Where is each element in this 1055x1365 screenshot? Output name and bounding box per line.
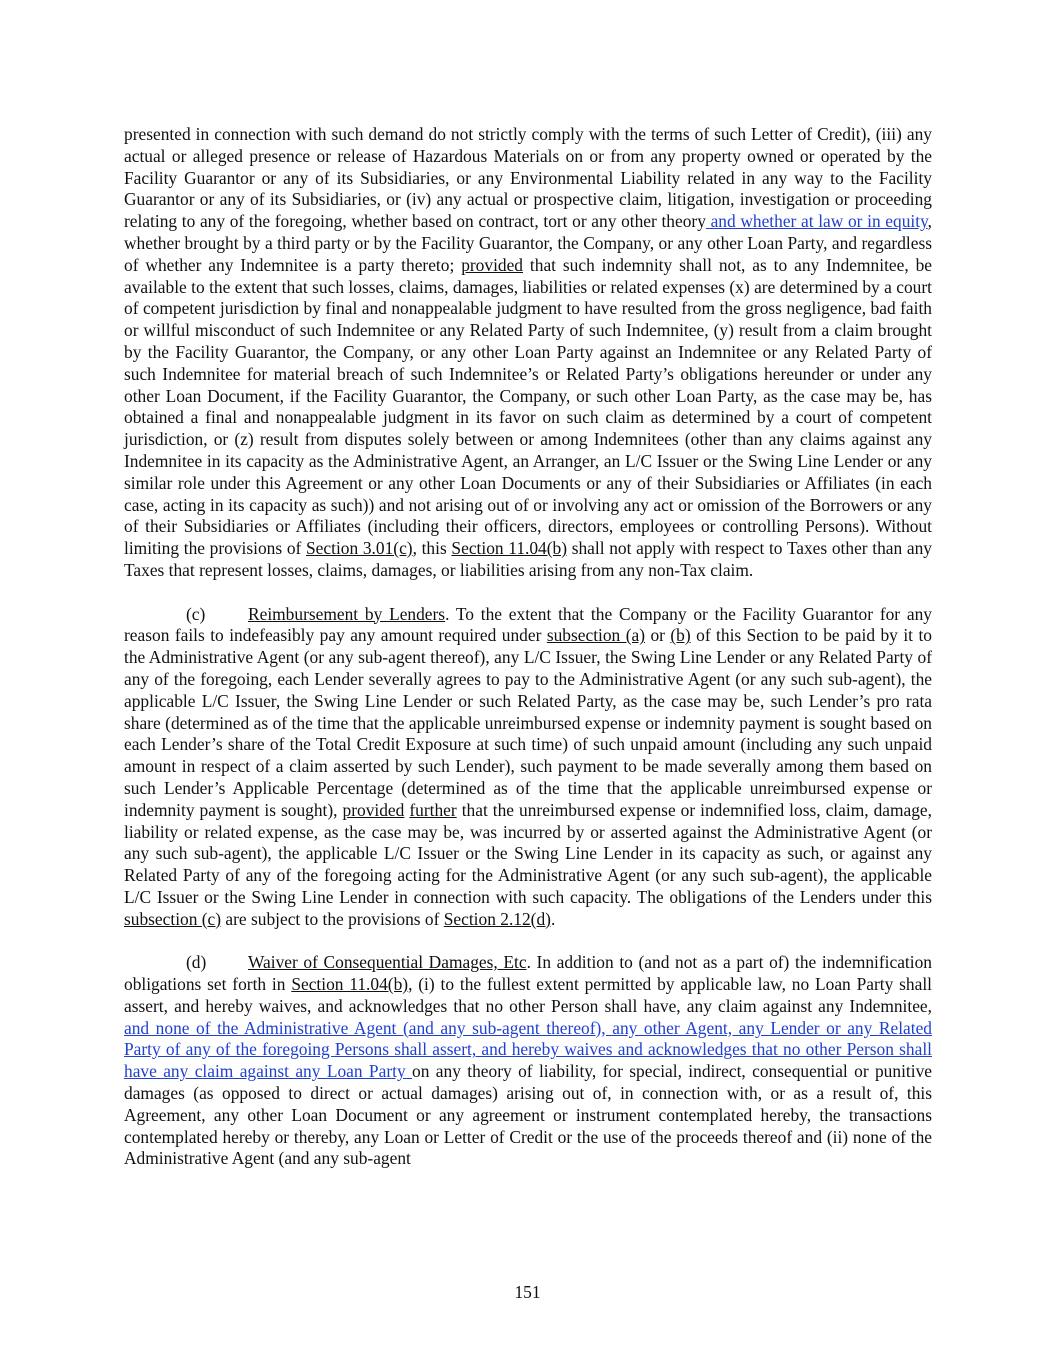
paragraph-heading: Reimbursement by Lenders	[248, 603, 446, 624]
paragraph-b-continuation: presented in connection with such demand do not strictly comply with the terms of such Letter of Credit), (iii) any actual or alleged presence or release of Hazardous Materials on or from any property owned or operated by the Facility Guarantor or any of its Subsidiaries, or any Environmental Liability related in any way to the Facility Guarantor or any of its Subsidiaries, or (iv) any actual or prospective claim, litigation, investigation or proceeding relating to any of the foregoing, whether based on contract, tort or any other theory and whether at law or in equity, whether brought by a third party or by the Facility Guarantor, the Company, or any other Loan Party, and regardless of whether any Indemnitee is a party thereto; provided that such indemnity shall not, as to any Indemnitee, be available to the extent that such losses, claims, damages, liabilities or related expenses (x) are determined by a court of competent jurisdiction by final and nonappealable judgment to have resulted from the gross negligence, bad faith or willful misconduct of such Indemnitee or any Related Party of such Indemnitee, (y) result from a claim brought by the Facility Guarantor, the Company, or any other Loan Party against an Indemnitee or any Related Party of such Indemnitee for material breach of such Indemnitee’s or Related Party’s obligations hereunder or under any other Loan Document, if the Facility Guarantor, the Company, or such other Loan Party, as the case may be, has obtained a final and nonappealable judgment in its favor on such claim as determined by a court of competent jurisdiction, or (z) result from disputes solely between or among Indemnitees (other than any claims against any Indemnitee in its capacity as the Administrative Agent, an Arranger, an L/C Issuer or the Swing Line Lender or any similar role under this Agreement or any other Loan Documents or any of their Subsidiaries or Affiliates (in each case, acting in its capacity as such)) and not arising out of or involving any act or omission of the Borrowers or any of their Subsidiaries or Affiliates (including their officers, directors, employees or controlling Persons). Without limiting the provisions of Section 3.01(c), this Section 11.04(b) shall not apply with respect to Taxes other than any Taxes that represent losses, claims, damages, or liabilities arising from any non-Tax claim.	[124, 124, 932, 580]
defined-term: further	[409, 799, 457, 820]
section-reference: subsection (c)	[124, 908, 222, 929]
paragraph-c: (c) Reimbursement by Lenders. To the extent that the Company or the Facility Guarantor for any reason fails to indefeasibly pay any amount required under subsection (a) or (b) of this Section to be paid by it to the Administrative Agent (or any sub-agent thereof), any L/C Issuer, the Swing Line Lender or any Related Party of any of the foregoing, each Lender severally agrees to pay to the Administrative Agent (or any such sub-agent), the applicable L/C Issuer, the Swing Line Lender or such Related Party, as the case may be, such Lender’s pro rata share (determined as of the time that the applicable unreimbursed expense or indemnity payment is sought based on each Lender’s share of the Total Credit Exposure at such time) of such unpaid amount (including any such unpaid amount in respect of a claim asserted by such Lender), such payment to be made severally among them based on such Lender’s Applicable Percentage (determined as of the time that the applicable unreimbursed expense or indemnity payment is sought), provided further that the unreimbursed expense or indemnified loss, claim, damage, liability or related expense, as the case may be, was incurred by or asserted against the Administrative Agent (or any such sub-agent), the applicable L/C Issuer or the Swing Line Lender in its capacity as such, or against any Related Party of any of the foregoing acting for the Administrative Agent (or any such sub-agent), the applicable L/C Issuer or the Swing Line Lender in connection with such capacity. The obligations of the Lenders under this subsection (c) are subject to the provisions of Section 2.12(d).	[124, 603, 932, 929]
paragraph-label: (c)	[186, 603, 206, 624]
paragraph-label: (d)	[186, 952, 207, 973]
inserted-text: and none of the Administrative Agent (and any sub-agent thereof), any other Agent, any Lender or any Related Party of any of the foregoing Persons shall assert, and hereby waives and acknowledges that no other Person shall have any claim against any Loan Party	[124, 1017, 932, 1082]
defined-term: provided	[342, 799, 405, 820]
page-number: 151	[514, 1282, 541, 1302]
defined-term: provided	[461, 254, 524, 275]
section-reference: Section 11.04(b)	[291, 974, 409, 995]
section-reference: Section 11.04(b)	[451, 538, 568, 559]
section-reference: subsection (a)	[546, 625, 645, 646]
paragraph-d: (d) Waiver of Consequential Damages, Etc. In addition to (and not as a part of) the indemnification obligations set forth in Section 11.04(b), (i) to the fullest extent permitted by applicable law, no Loan Party shall assert, and hereby waives, and acknowledges that no other Person shall have, any claim against any Indemnitee, and none of the Administrative Agent (and any sub-agent thereof), any other Agent, any Lender or any Related Party of any of the foregoing Persons shall assert, and hereby waives and acknowledges that no other Person shall have any claim against any Loan Party on any theory of liability, for special, indirect, consequential or punitive damages (as opposed to direct or actual damages) arising out of, in connection with, or as a result of, this Agreement, any other Loan Document or any agreement or instrument contemplated hereby, the transactions contemplated hereby or thereby, any Loan or Letter of Credit or the use of the proceeds thereof and (ii) none of the Administrative Agent (and any sub-agent	[124, 952, 932, 1169]
section-reference: Section 3.01(c)	[306, 538, 413, 559]
paragraph-heading: Waiver of Consequential Damages, Etc	[248, 952, 527, 973]
document-body	[124, 124, 932, 1170]
section-reference: Section 2.12(d)	[443, 908, 551, 929]
inserted-text: and whether at law or in equity	[705, 211, 928, 232]
section-reference: (b)	[670, 625, 691, 646]
